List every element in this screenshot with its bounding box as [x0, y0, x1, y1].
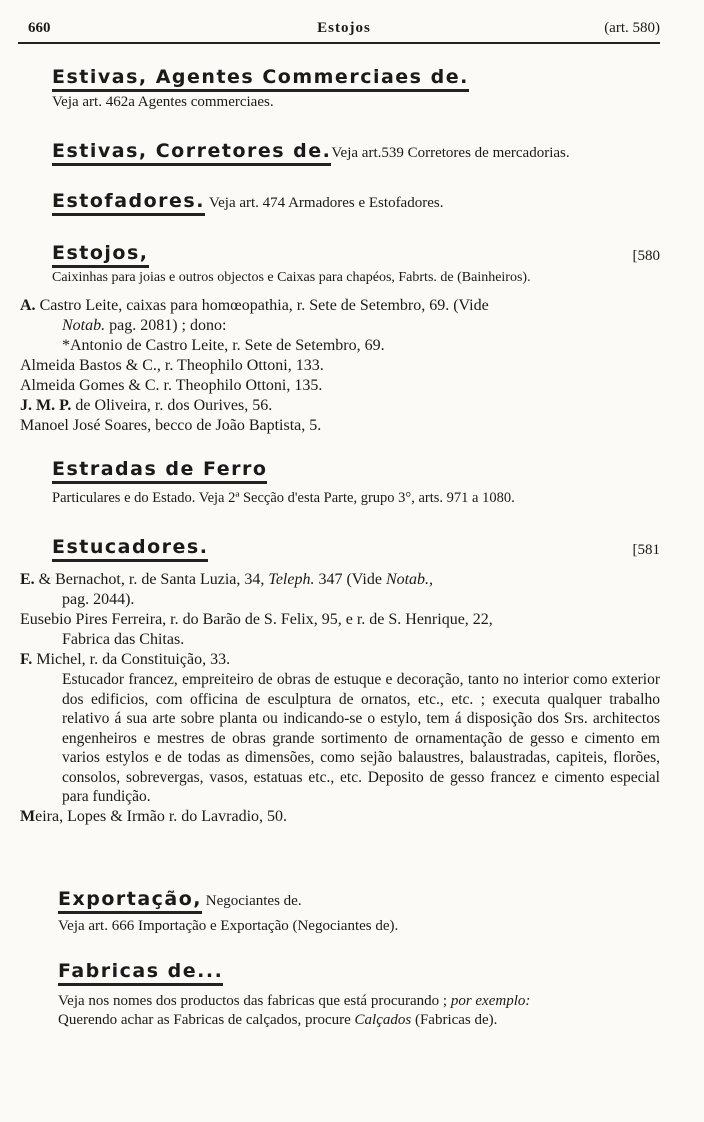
- list-item: E. & Bernachot, r. de Santa Luzia, 34, Teleph. 347 (Vide Notab.,: [20, 571, 434, 588]
- section-number: [581: [632, 542, 660, 558]
- list-item-continuation: pag. 2044).: [62, 591, 135, 608]
- cross-reference: Particulares e do Estado. Veja 2ª Secção d'esta Parte, grupo 3°, arts. 971 a 1080.: [52, 490, 515, 506]
- list-item: Eusebio Pires Ferreira, r. do Barão de S. Felix, 95, e r. de S. Henrique, 22,: [20, 611, 493, 628]
- list-item-description: Estucador francez, empreiteiro de obras de estuque e decoração, tanto no interior como exterior dos edificios, com officina de esculptura de ornatos, etc., etc. ; executa qualquer trabalho relativo á sua arte sobre planta ou indicando-se o estylo, tem á disposição dos Srs. architectos engenheiros e mestres de obras grande sortimento de ornamentação de gesso e cimento em varios estylos e de todas as dimensões, como sejão balaustres, balaustradas, capiteis, florões, consolos, sobrevergas, vasos, estatuas etc., etc. Deposito de gesso francez e cimento especial para fundição.: [62, 671, 660, 805]
- section-estivas-agentes: [52, 66, 660, 111]
- section-heading: Estofadores.: [52, 190, 205, 216]
- list-item: A. Castro Leite, caixas para homœopathia, r. Sete de Setembro, 69. (Vide: [20, 297, 489, 314]
- page-number: 660: [28, 20, 51, 36]
- list-item: Almeida Gomes & C. r. Theophilo Ottoni, 135.: [20, 377, 323, 394]
- cross-reference: Veja art. 666 Importação e Exportação (Negociantes de).: [58, 918, 399, 934]
- section-heading: Estojos,: [52, 242, 149, 268]
- section-estojos: [52, 242, 660, 286]
- list-item: J. M. P. de Oliveira, r. dos Ourives, 56.: [20, 397, 273, 414]
- section-heading: Exportação,: [58, 888, 202, 914]
- list-item: Meira, Lopes & Irmão r. do Lavradio, 50.: [20, 807, 288, 825]
- list-item: Manoel José Soares, becco de João Baptista, 5.: [20, 417, 322, 434]
- cross-reference: Veja art. 474 Armadores e Estofadores.: [208, 195, 444, 211]
- section-exportacao: [58, 888, 660, 935]
- article-reference: (art. 580): [604, 20, 660, 36]
- cross-reference: Veja nos nomes dos productos das fabricas que está procurando ; por exemplo: Querendo achar as Fabricas de calçados, procure Calçados (Fabricas de).: [58, 993, 531, 1028]
- list-item: Almeida Bastos & C., r. Theophilo Ottoni, 133.: [20, 357, 324, 374]
- list-item-owner: *Antonio de Castro Leite, r. Sete de Setembro, 69.: [62, 337, 385, 354]
- estojos-entries: [20, 296, 660, 436]
- estucadores-entries: [20, 570, 660, 827]
- section-estucadores: [52, 536, 660, 562]
- cross-reference: Veja art.539 Corretores de mercadorias.: [331, 145, 570, 161]
- running-title: Estojos: [317, 20, 371, 36]
- list-item-continuation: Notab. pag. 2081) ; dono:: [62, 317, 227, 334]
- section-subtitle: Negociantes de.: [202, 893, 302, 909]
- header-rule: [18, 42, 660, 44]
- section-heading: Estivas, Agentes Commerciaes de.: [52, 66, 469, 92]
- page-header: [28, 20, 660, 42]
- section-estradas-de-ferro: [52, 458, 660, 507]
- cross-reference: Veja art. 462a Agentes commerciaes.: [52, 94, 274, 110]
- list-item: F. Michel, r. da Constituição, 33.: [20, 651, 231, 668]
- section-estivas-corretores: [52, 140, 660, 166]
- list-item-continuation: Fabrica das Chitas.: [62, 631, 185, 648]
- section-heading: Fabricas de...: [58, 960, 223, 986]
- section-fabricas: [58, 960, 660, 1030]
- section-heading: Estivas, Corretores de.: [52, 140, 331, 166]
- section-description: Caixinhas para joias e outros objectos e Caixas para chapéos, Fabrts. de (Bainheiros).: [52, 270, 531, 285]
- section-estofadores: [52, 190, 660, 216]
- section-heading: Estucadores.: [52, 536, 208, 562]
- section-heading: Estradas de Ferro: [52, 458, 267, 484]
- section-number: [580: [632, 248, 660, 264]
